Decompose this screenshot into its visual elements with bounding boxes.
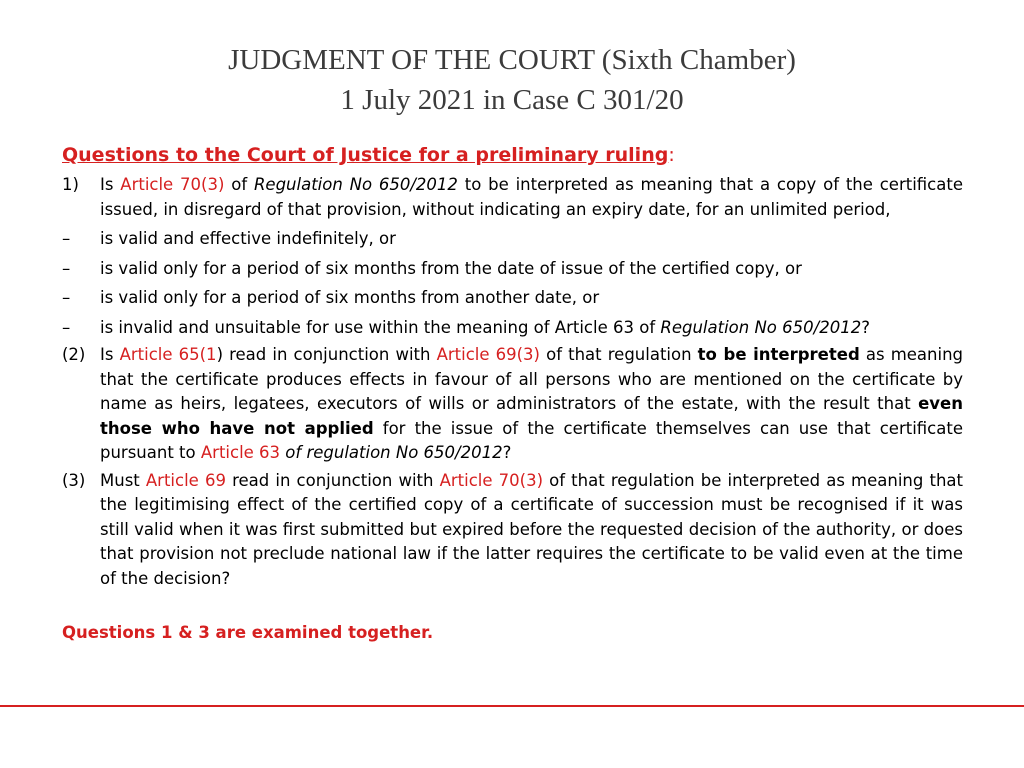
q2-article-ref-1: Article 65(1 — [119, 345, 217, 364]
option-2 — [62, 257, 963, 282]
q3-text-1: Must — [100, 470, 146, 490]
questions-heading: Questions to the Court of Justice for a preliminary ruling — [62, 144, 669, 166]
title-line-1: JUDGMENT OF THE COURT (Sixth Chamber) — [228, 44, 796, 76]
option-2-text: is valid only for a period of six months from the date of issue of the certified copy, or — [100, 258, 802, 278]
option-3 — [62, 286, 963, 311]
q2-article-ref-2: Article 69(3) — [436, 345, 540, 364]
questions-heading-block — [62, 140, 963, 170]
q1-text-2: of — [224, 175, 254, 194]
dash-mark: – — [62, 317, 71, 337]
q2-text-6: ? — [502, 443, 512, 462]
option-3-text: is valid only for a period of six months from another date, or — [100, 288, 600, 307]
option-4 — [62, 316, 963, 341]
slide-body — [62, 140, 963, 646]
question-3 — [62, 469, 963, 592]
footer-divider — [0, 705, 1024, 707]
q2-bold-1: to be interpreted — [697, 345, 860, 364]
option-4-text: is invalid and unsuitable for use within the meaning of Article 63 of — [100, 317, 661, 337]
q2-text-3: of that regulation — [540, 345, 698, 364]
q2-text-4: as meaning that the certificate produces effects in favour of all persons who are mentioned on the certificate by name as heirs, legatees, executors of wills or administrators of the estate, with the result that — [100, 345, 964, 413]
question-1-number: 1) — [62, 175, 79, 194]
q3-text-2: read in conjunction with — [225, 470, 440, 490]
q3-text-3: of that regulation be interpreted as meaning that the legitimising effect of the certified copy of a certificate of succession must be recognised if it was still valid when it was first submitted but expired before the requested decision of the authority, or does that provision not preclude national law if the latter requires the certificate to be valid even at the time of the decision? — [100, 470, 963, 588]
dash-mark: – — [62, 258, 71, 278]
question-2 — [62, 343, 963, 466]
question-2-number: (2) — [62, 345, 86, 364]
slide-title — [0, 40, 1024, 120]
q2-article-ref-3: Article 63 — [200, 443, 281, 462]
q2-text-2: ) read in conjunction with — [216, 345, 437, 364]
dash-mark: – — [62, 229, 71, 248]
dash-mark: – — [62, 288, 71, 307]
q2-bold-2: even those who have not applied — [100, 394, 963, 438]
title-line-2: 1 July 2021 in Case C 301/20 — [340, 84, 684, 116]
q1-regulation: Regulation No 650/2012 — [253, 175, 458, 194]
option-1-text: is valid and effective indefinitely, or — [100, 229, 396, 248]
q1-text-3: to be interpreted as meaning that a copy of the certificate issued, in disregard of that provision, without indicating an expiry date, for an unlimited period, — [100, 175, 963, 219]
option-4-end: ? — [861, 317, 870, 337]
q2-text-1: Is — [100, 345, 120, 364]
option-4-regulation: Regulation No 650/2012 — [660, 317, 862, 337]
conclusion-note: Questions 1 & 3 are examined together. — [62, 623, 434, 642]
q1-article-ref: Article 70(3) — [120, 175, 225, 194]
option-1 — [62, 227, 963, 252]
q2-regulation: of regulation No 650/2012 — [280, 443, 503, 462]
question-3-number: (3) — [62, 470, 86, 490]
q2-text-5: for the issue of the certificate themselves can use that certificate pursuant to — [100, 418, 963, 462]
heading-colon: : — [668, 144, 675, 166]
q1-text-1: Is — [100, 175, 121, 194]
q3-article-ref-1: Article 69 — [145, 470, 226, 490]
q3-article-ref-2: Article 70(3) — [439, 470, 544, 490]
question-1 — [62, 173, 963, 222]
